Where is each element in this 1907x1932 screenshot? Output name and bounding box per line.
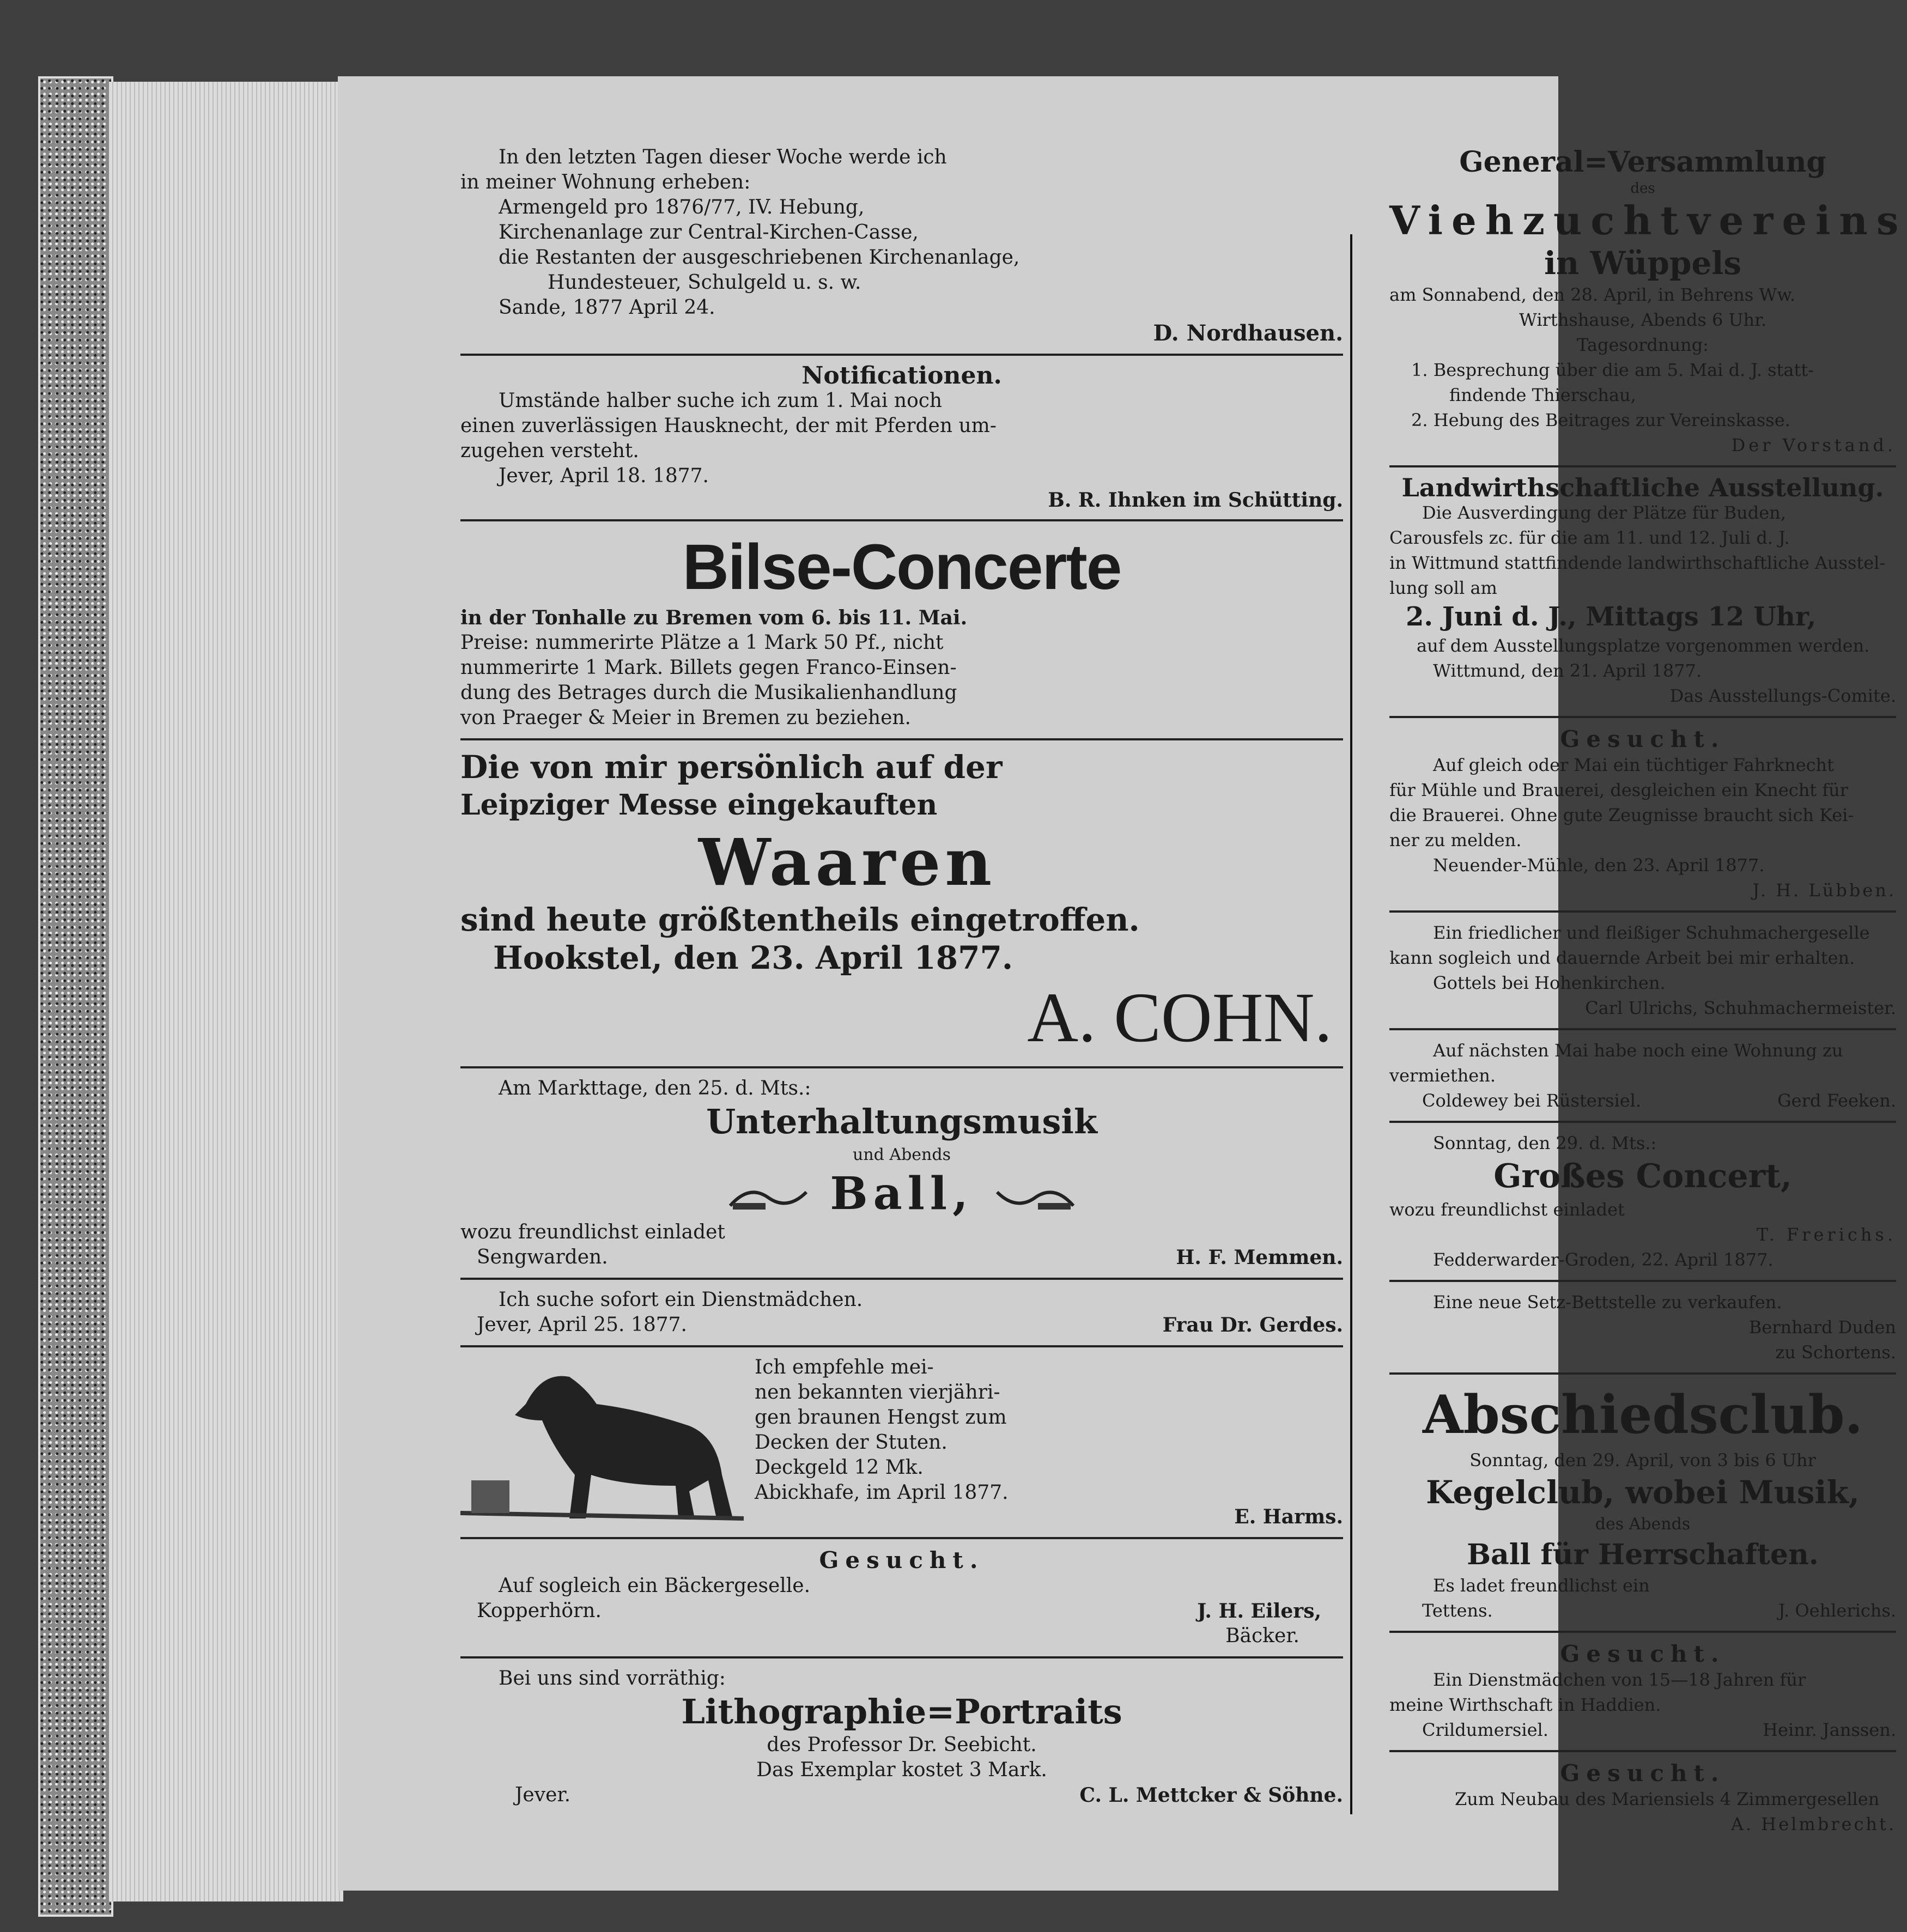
bilse-line: Preise: nummerirte Plätze a 1 Mark 50 Pf., nicht xyxy=(460,631,944,654)
fahrknecht-line: Neuender-Mühle, den 23. April 1877. xyxy=(1433,855,1765,876)
markttag-title: Unterhaltungsmusik xyxy=(706,1102,1097,1141)
dienst2-place: Crildumersiel. xyxy=(1422,1720,1548,1740)
hengst-line: Decken der Stuten. xyxy=(755,1431,948,1454)
dienst2-line: Ein Dienstmädchen von 15—18 Jahren für xyxy=(1433,1669,1806,1690)
zimmergesellen-ad xyxy=(1389,1757,1896,1840)
fahrknecht-title: Gesucht. xyxy=(1560,726,1726,752)
notice-signature: D. Nordhausen. xyxy=(1153,320,1343,346)
markttag-place: Sengwarden. xyxy=(477,1246,608,1268)
newspaper-page xyxy=(338,76,1907,1891)
gv-title: General=Versammlung xyxy=(1459,145,1826,179)
rule xyxy=(460,1537,1343,1539)
bett-signature: Bernhard Duden xyxy=(1748,1317,1896,1338)
bilse-line: dung des Betrages durch die Musikalienhandlung xyxy=(460,682,957,704)
zimmer-line: Zum Neubau des Mariensiels 4 Zimmergesellen xyxy=(1455,1789,1880,1809)
hengst-line: gen braunen Hengst zum xyxy=(755,1406,1007,1429)
bilse-line: nummerirte 1 Mark. Billets gegen Franco-Einsen- xyxy=(460,657,957,679)
rule xyxy=(1389,1028,1896,1030)
abschied-signature: J. Oehlerichs. xyxy=(1778,1600,1896,1621)
litho-title: Lithographie=Portraits xyxy=(681,1692,1122,1731)
rule xyxy=(1389,1750,1896,1752)
ausstellung-line: in Wittmund stattfindende landwirthschaftliche Ausstel- xyxy=(1389,552,1886,573)
wohnung-signature: Gerd Feeken. xyxy=(1777,1090,1896,1111)
ausstellung-line: lung soll am xyxy=(1389,578,1497,598)
notif-line: einen zuverlässigen Hausknecht, der mit Pferden um- xyxy=(460,415,997,437)
abschied-line: Es ladet freundlichst ein xyxy=(1433,1575,1650,1596)
notif-line: zugehen versteht. xyxy=(460,440,639,462)
gv-title-2: Viehzuchtvereins xyxy=(1389,197,1907,244)
fahrknecht-line: für Mühle und Brauerei, desgleichen ein Knecht für xyxy=(1389,780,1849,800)
dienst2-signature: Heinr. Janssen. xyxy=(1763,1720,1896,1740)
schuhmacher-ad xyxy=(1389,917,1896,1024)
dienst-line: Ich suche sofort ein Dienstmädchen. xyxy=(499,1289,863,1311)
concert-title: Großes Concert, xyxy=(1493,1157,1792,1195)
rule xyxy=(460,354,1343,356)
left-column xyxy=(460,142,1343,1811)
rule xyxy=(1389,1280,1896,1282)
wohnung-line: Auf nächsten Mai habe noch eine Wohnung zu xyxy=(1433,1040,1843,1061)
bilse-title: Bilse-Concerte xyxy=(682,531,1121,603)
concert-line: wozu freundlichst einladet xyxy=(1389,1199,1625,1220)
hengst-line: Abickhafe, im April 1877. xyxy=(755,1481,1009,1504)
abschied-title-3: Ball für Herrschaften. xyxy=(1467,1538,1819,1571)
rule xyxy=(460,1656,1343,1658)
gv-line: am Sonnabend, den 28. April, in Behrens Ww. xyxy=(1389,284,1796,305)
rule xyxy=(1389,1372,1896,1375)
schuh-line: Gottels bei Hohenkirchen. xyxy=(1433,973,1666,993)
zimmer-signature: A. Helmbrecht. xyxy=(1730,1814,1896,1834)
gv-signature: Der Vorstand. xyxy=(1731,435,1896,455)
fahrknecht-line: die Brauerei. Ohne gute Zeugnisse braucht sich Kei- xyxy=(1389,805,1854,825)
bettstelle-ad xyxy=(1389,1286,1896,1368)
hengst-line: Deckgeld 12 Mk. xyxy=(755,1456,924,1479)
litho-line: Das Exemplar kostet 3 Mark. xyxy=(756,1759,1047,1781)
ausstellung-title: Landwirthschaftliche Ausstellung. xyxy=(1401,473,1884,502)
concert-ad xyxy=(1389,1127,1896,1275)
schuh-signature: Carl Ulrichs, Schuhmachermeister. xyxy=(1585,998,1896,1018)
fahrknecht-ad xyxy=(1389,722,1896,906)
litho-line: Bei uns sind vorräthig: xyxy=(499,1667,726,1690)
notice-line: Sande, 1877 April 24. xyxy=(499,296,715,319)
rule xyxy=(460,738,1343,740)
gv-line: Tagesordnung: xyxy=(1577,335,1709,355)
ausstellung-line: Wittmund, den 21. April 1877. xyxy=(1433,660,1702,681)
rule xyxy=(1389,465,1896,467)
rule xyxy=(1389,1121,1896,1123)
gv-des: des xyxy=(1630,180,1655,197)
baecker-ad xyxy=(460,1544,1343,1652)
schuh-line: kann sogleich und dauernde Arbeit bei mir erhalten. xyxy=(1389,947,1855,968)
bett-line: Eine neue Setz-Bettstelle zu verkaufen. xyxy=(1433,1292,1782,1313)
zimmer-title: Gesucht. xyxy=(1560,1760,1726,1787)
waaren-line: Leipziger Messe eingekauften xyxy=(460,788,938,822)
markttag-ad xyxy=(460,1073,1343,1273)
abschied-line: Sonntag, den 29. April, von 3 bis 6 Uhr xyxy=(1469,1450,1816,1471)
abschied-line: des Abends xyxy=(1595,1515,1691,1534)
book-binding xyxy=(38,76,113,1917)
hengst-line: nen bekannten vierjähri- xyxy=(755,1381,1000,1404)
bilse-concerts-ad xyxy=(460,526,1343,734)
notice-line: Kirchenanlage zur Central-Kirchen-Casse, xyxy=(499,221,919,244)
litho-place: Jever. xyxy=(515,1784,571,1806)
wohnung-place: Coldewey bei Rüstersiel. xyxy=(1422,1090,1642,1111)
dienstmaedchen-2-ad xyxy=(1389,1637,1896,1746)
ball-label: Ball, xyxy=(830,1168,974,1220)
baecker-signature: J. H. Eilers, xyxy=(1197,1600,1321,1623)
rule xyxy=(460,1066,1343,1068)
notif-line: Umstände halber suche ich zum 1. Mai noch xyxy=(499,390,943,412)
ornament-icon xyxy=(727,1181,809,1214)
hengst-line: Ich empfehle mei- xyxy=(755,1356,934,1378)
gv-item: findende Thierschau, xyxy=(1449,385,1636,405)
right-column xyxy=(1389,142,1907,1840)
notice-line: In den letzten Tagen dieser Woche werde ich xyxy=(499,146,947,168)
notif-signature: B. R. Ihnken im Schütting. xyxy=(1048,489,1343,512)
ausstellung-signature: Das Ausstellungs-Comite. xyxy=(1669,685,1896,706)
fahrknecht-line: Auf gleich oder Mai ein tüchtiger Fahrknecht xyxy=(1433,755,1835,775)
baecker-title: Gesucht. xyxy=(819,1547,985,1573)
dienst2-title: Gesucht. xyxy=(1560,1641,1726,1667)
ausstellung-line: Carousfels zc. für die am 11. und 12. Juli d. J. xyxy=(1389,527,1790,548)
dienst-signature: Frau Dr. Gerdes. xyxy=(1162,1314,1343,1336)
dienst2-line: meine Wirthschaft in Haddien. xyxy=(1389,1694,1661,1715)
page-edges xyxy=(109,82,343,1901)
notice-line: in meiner Wohnung erheben: xyxy=(460,171,751,193)
gv-item: 1. Besprechung über die am 5. Mai d. J. statt- xyxy=(1411,360,1814,380)
hengst-signature: E. Harms. xyxy=(1234,1505,1343,1528)
waaren-line: sind heute größtentheils eingetroffen. xyxy=(460,901,1140,938)
litho-line: des Professor Dr. Seebicht. xyxy=(767,1734,1037,1756)
ausstellung-line: Die Ausverdingung der Plätze für Buden, xyxy=(1422,502,1786,523)
abschiedsclub-ad xyxy=(1389,1379,1896,1626)
notice-line: Hundesteuer, Schulgeld u. s. w. xyxy=(548,271,861,294)
concert-signature: T. Frerichs. xyxy=(1756,1224,1896,1245)
concert-line: Fedderwarder-Groden, 22. April 1877. xyxy=(1433,1249,1774,1270)
rule xyxy=(1389,716,1896,718)
baecker-line: Auf sogleich ein Bäckergeselle. xyxy=(499,1575,811,1597)
litho-signature: C. L. Mettcker & Söhne. xyxy=(1079,1784,1343,1807)
bilse-line: von Praeger & Meier in Bremen zu beziehen. xyxy=(460,707,911,729)
concert-line: Sonntag, den 29. d. Mts.: xyxy=(1433,1133,1657,1153)
horse-illustration xyxy=(460,1355,744,1529)
markttag-line: wozu freundlichst einladet xyxy=(460,1221,725,1243)
rule xyxy=(460,1278,1343,1280)
schuh-line: Ein friedlicher und fleißiger Schuhmachergeselle xyxy=(1433,922,1870,943)
notifications-title: Notificationen. xyxy=(801,362,1002,390)
abschied-title: Abschiedsclub. xyxy=(1423,1384,1863,1445)
wohnung-line: vermiethen. xyxy=(1389,1065,1496,1086)
fahrknecht-line: ner zu melden. xyxy=(1389,830,1522,850)
rule xyxy=(1389,1631,1896,1633)
baecker-signature-title: Bäcker. xyxy=(1225,1625,1299,1647)
column-divider xyxy=(1350,234,1352,1814)
markttag-line: Am Markttage, den 25. d. Mts.: xyxy=(499,1077,811,1099)
ausstellung-date: 2. Juni d. J., Mittags 12 Uhr, xyxy=(1406,602,1817,632)
rule xyxy=(460,1345,1343,1347)
notice-line: Armengeld pro 1876/77, IV. Hebung, xyxy=(499,196,865,218)
fahrknecht-signature: J. H. Lübben. xyxy=(1752,880,1896,901)
gv-title-3: in Wüppels xyxy=(1544,245,1742,282)
bilse-line: in der Tonhalle zu Bremen vom 6. bis 11. Mai. xyxy=(460,606,968,629)
ornament-icon xyxy=(994,1181,1076,1214)
waaren-ad xyxy=(460,745,1343,1062)
hengst-ad xyxy=(460,1352,1343,1533)
dienstmaedchen-ad xyxy=(460,1284,1343,1341)
ball-title xyxy=(460,1168,1343,1220)
rule xyxy=(1389,910,1896,913)
notice-line: die Restanten der ausgeschriebenen Kirchenanlage, xyxy=(499,246,1020,269)
general-versammlung-ad xyxy=(1389,142,1907,461)
wohnung-ad xyxy=(1389,1035,1896,1116)
waaren-line: Hookstel, den 23. April 1877. xyxy=(493,939,1013,976)
tax-notice xyxy=(460,142,1343,349)
bett-signature-place: zu Schortens. xyxy=(1775,1342,1896,1363)
markttag-line: und Abends xyxy=(853,1145,951,1164)
ausstellung-ad xyxy=(1389,472,1896,712)
dienst-place: Jever, April 25. 1877. xyxy=(477,1314,687,1336)
baecker-place: Kopperhörn. xyxy=(477,1600,602,1622)
markttag-signature: H. F. Memmen. xyxy=(1176,1246,1343,1269)
notif-line: Jever, April 18. 1877. xyxy=(499,465,709,487)
lithographie-ad xyxy=(460,1663,1343,1811)
abschied-place: Tettens. xyxy=(1422,1600,1493,1621)
notifications-ad xyxy=(460,360,1343,515)
gv-item: 2. Hebung des Beitrages zur Vereinskasse. xyxy=(1411,410,1790,430)
waaren-title: Waaren xyxy=(698,824,997,900)
waaren-line: Die von mir persönlich auf der xyxy=(460,749,1003,786)
abschied-title-2: Kegelclub, wobei Musik, xyxy=(1426,1474,1860,1511)
rule xyxy=(460,519,1343,521)
ausstellung-line: auf dem Ausstellungsplatze vorgenommen werden. xyxy=(1417,635,1870,656)
cohn-signature: A. COHN. xyxy=(1027,979,1332,1057)
gv-line: Wirthshause, Abends 6 Uhr. xyxy=(1519,309,1767,330)
